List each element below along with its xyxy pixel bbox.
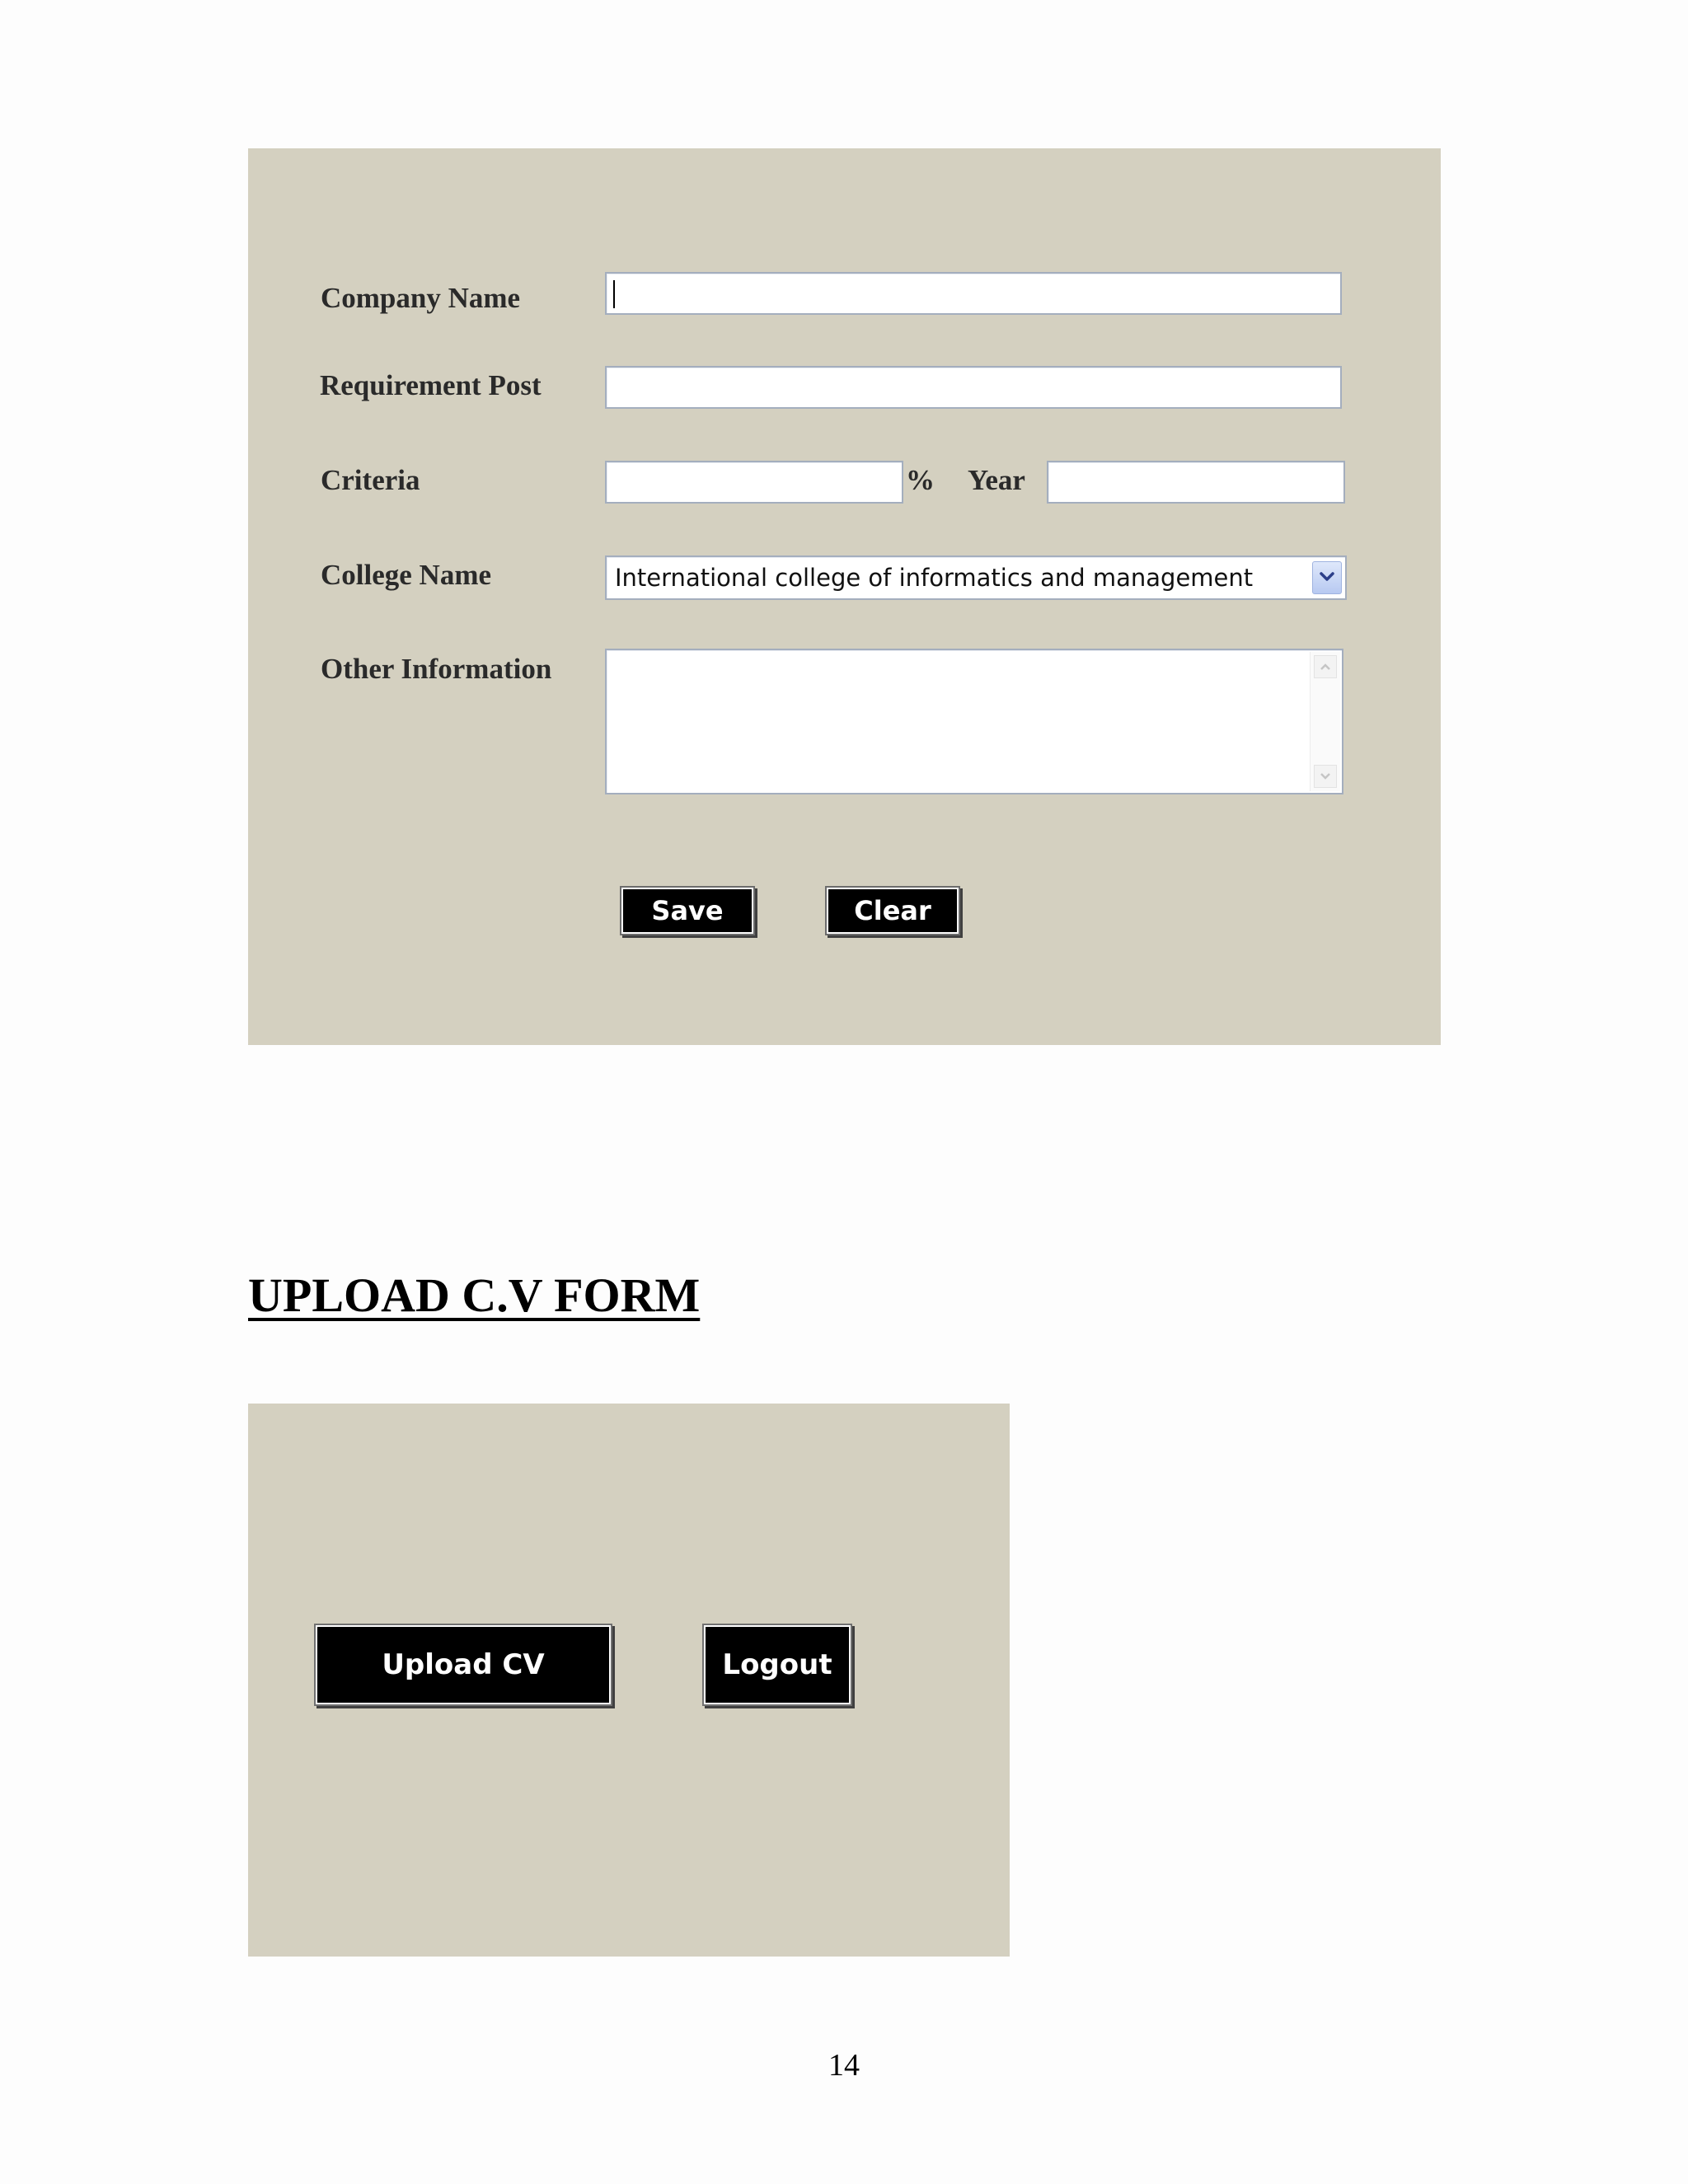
chevron-down-icon[interactable] (1314, 765, 1337, 788)
page-number: 14 (828, 2048, 860, 2083)
year-input[interactable] (1047, 461, 1345, 504)
company-name-label: Company Name (321, 282, 521, 314)
upload-cv-panel (248, 1404, 1010, 1957)
requirement-form-panel (248, 148, 1441, 1045)
requirement-post-label: Requirement Post (320, 369, 542, 401)
criteria-label: Criteria (321, 464, 420, 496)
company-name-input[interactable] (605, 272, 1342, 315)
criteria-input[interactable] (605, 461, 903, 504)
upload-cv-button[interactable]: Upload CV (317, 1627, 609, 1703)
upload-cv-form-heading: UPLOAD C.V FORM (248, 1268, 701, 1322)
other-information-label: Other Information (321, 653, 552, 685)
year-label: Year (968, 464, 1025, 496)
other-information-textarea[interactable] (605, 649, 1343, 794)
requirement-post-input[interactable] (605, 366, 1342, 409)
chevron-down-icon[interactable] (1312, 561, 1342, 594)
clear-button[interactable]: Clear (828, 889, 957, 932)
college-name-label: College Name (321, 559, 492, 591)
save-button[interactable]: Save (623, 889, 752, 932)
logout-button[interactable]: Logout (706, 1627, 849, 1703)
text-caret (613, 280, 615, 308)
college-name-selected: International college of informatics and management (615, 564, 1254, 592)
percent-symbol: % (906, 464, 935, 496)
textarea-scrollbar[interactable] (1310, 652, 1340, 791)
chevron-up-icon[interactable] (1314, 655, 1337, 678)
college-name-select[interactable] (605, 555, 1347, 600)
